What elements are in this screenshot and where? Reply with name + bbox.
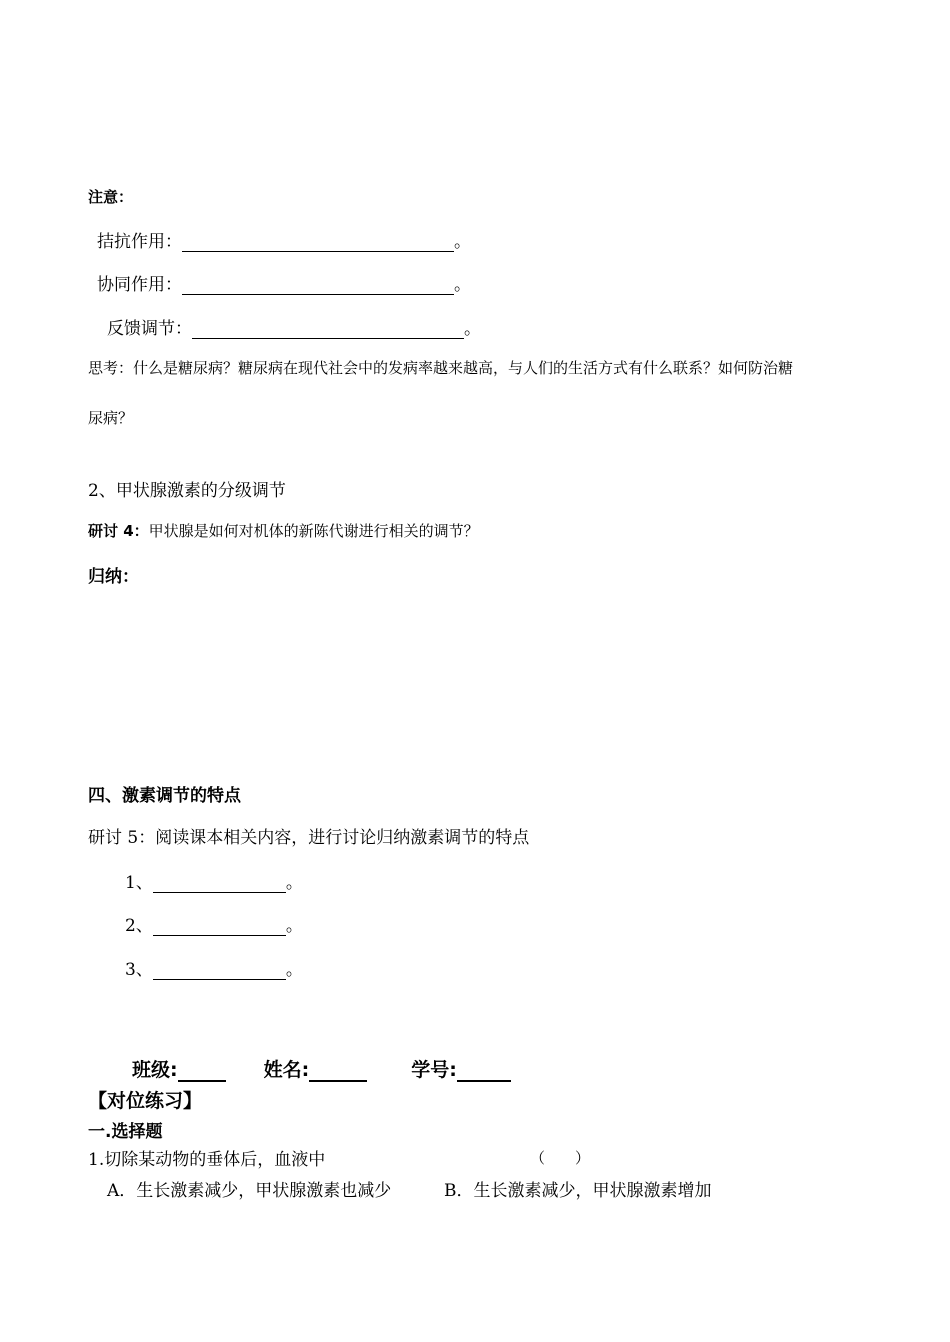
note-item-antagonism (97, 227, 471, 252)
section-title-thyroid: 2、甲状腺激素的分级调节 (88, 481, 286, 501)
note-item-synergy (97, 270, 471, 295)
question-1-text: 1.切除某动物的垂体后，血液中 (88, 1150, 326, 1170)
name-blank[interactable] (309, 1079, 367, 1082)
answer-blank[interactable] (153, 891, 286, 893)
discuss-4-label: 研讨 4： (88, 522, 149, 540)
discuss-4-text: 甲状腺是如何对机体的新陈代谢进行相关的调节？ (148, 522, 479, 540)
note-heading: 注意： (88, 188, 134, 206)
feature-number: 2、 (125, 916, 153, 936)
note-item-feedback (107, 314, 481, 339)
practice-title: 【对位练习】 (88, 1090, 203, 1112)
note-item-label: 协同作用： (97, 275, 182, 295)
feature-item (125, 911, 303, 936)
discuss-5: 研讨 5：阅读课本相关内容，进行讨论归纳激素调节的特点 (88, 828, 530, 848)
question-type: 一.选择题 (88, 1122, 163, 1142)
feature-number: 1、 (125, 873, 153, 893)
answer-blank[interactable] (182, 250, 454, 252)
feature-item (125, 955, 303, 980)
feature-end: 。 (285, 960, 303, 980)
answer-blank[interactable] (192, 337, 464, 339)
feature-number: 3、 (125, 960, 153, 980)
option-b[interactable]: B．生长激素减少，甲状腺激素增加 (444, 1181, 712, 1201)
think-question-line1: 思考：什么是糖尿病？糖尿病在现代社会中的发病率越来越高，与人们的生活方式有什么联系？如何防治糖 (88, 359, 794, 377)
answer-blank[interactable] (182, 293, 454, 295)
discuss-4 (88, 520, 479, 541)
note-item-end: 。 (454, 275, 471, 295)
note-item-end: 。 (454, 232, 471, 252)
note-item-end: 。 (464, 319, 481, 339)
student-id-label: 学号: (411, 1059, 457, 1081)
option-a[interactable]: A．生长激素减少，甲状腺激素也减少 (107, 1181, 392, 1201)
class-label: 班级: (132, 1059, 178, 1081)
answer-paren[interactable]: （ ） (530, 1149, 591, 1167)
feature-end: 。 (285, 916, 303, 936)
name-label: 姓名: (263, 1059, 310, 1081)
feature-end: 。 (285, 873, 303, 893)
think-question-line2: 尿病？ (88, 409, 134, 427)
class-blank[interactable] (178, 1079, 226, 1082)
note-item-label: 拮抗作用： (97, 232, 182, 252)
student-info-row (132, 1055, 511, 1082)
answer-blank[interactable] (153, 934, 286, 936)
section-title-hormone-features: 四、激素调节的特点 (88, 786, 241, 806)
student-id-blank[interactable] (457, 1079, 511, 1082)
answer-blank[interactable] (153, 978, 286, 980)
note-item-label: 反馈调节： (107, 319, 192, 339)
summary-label: 归纳： (88, 567, 139, 587)
feature-item (125, 868, 303, 893)
